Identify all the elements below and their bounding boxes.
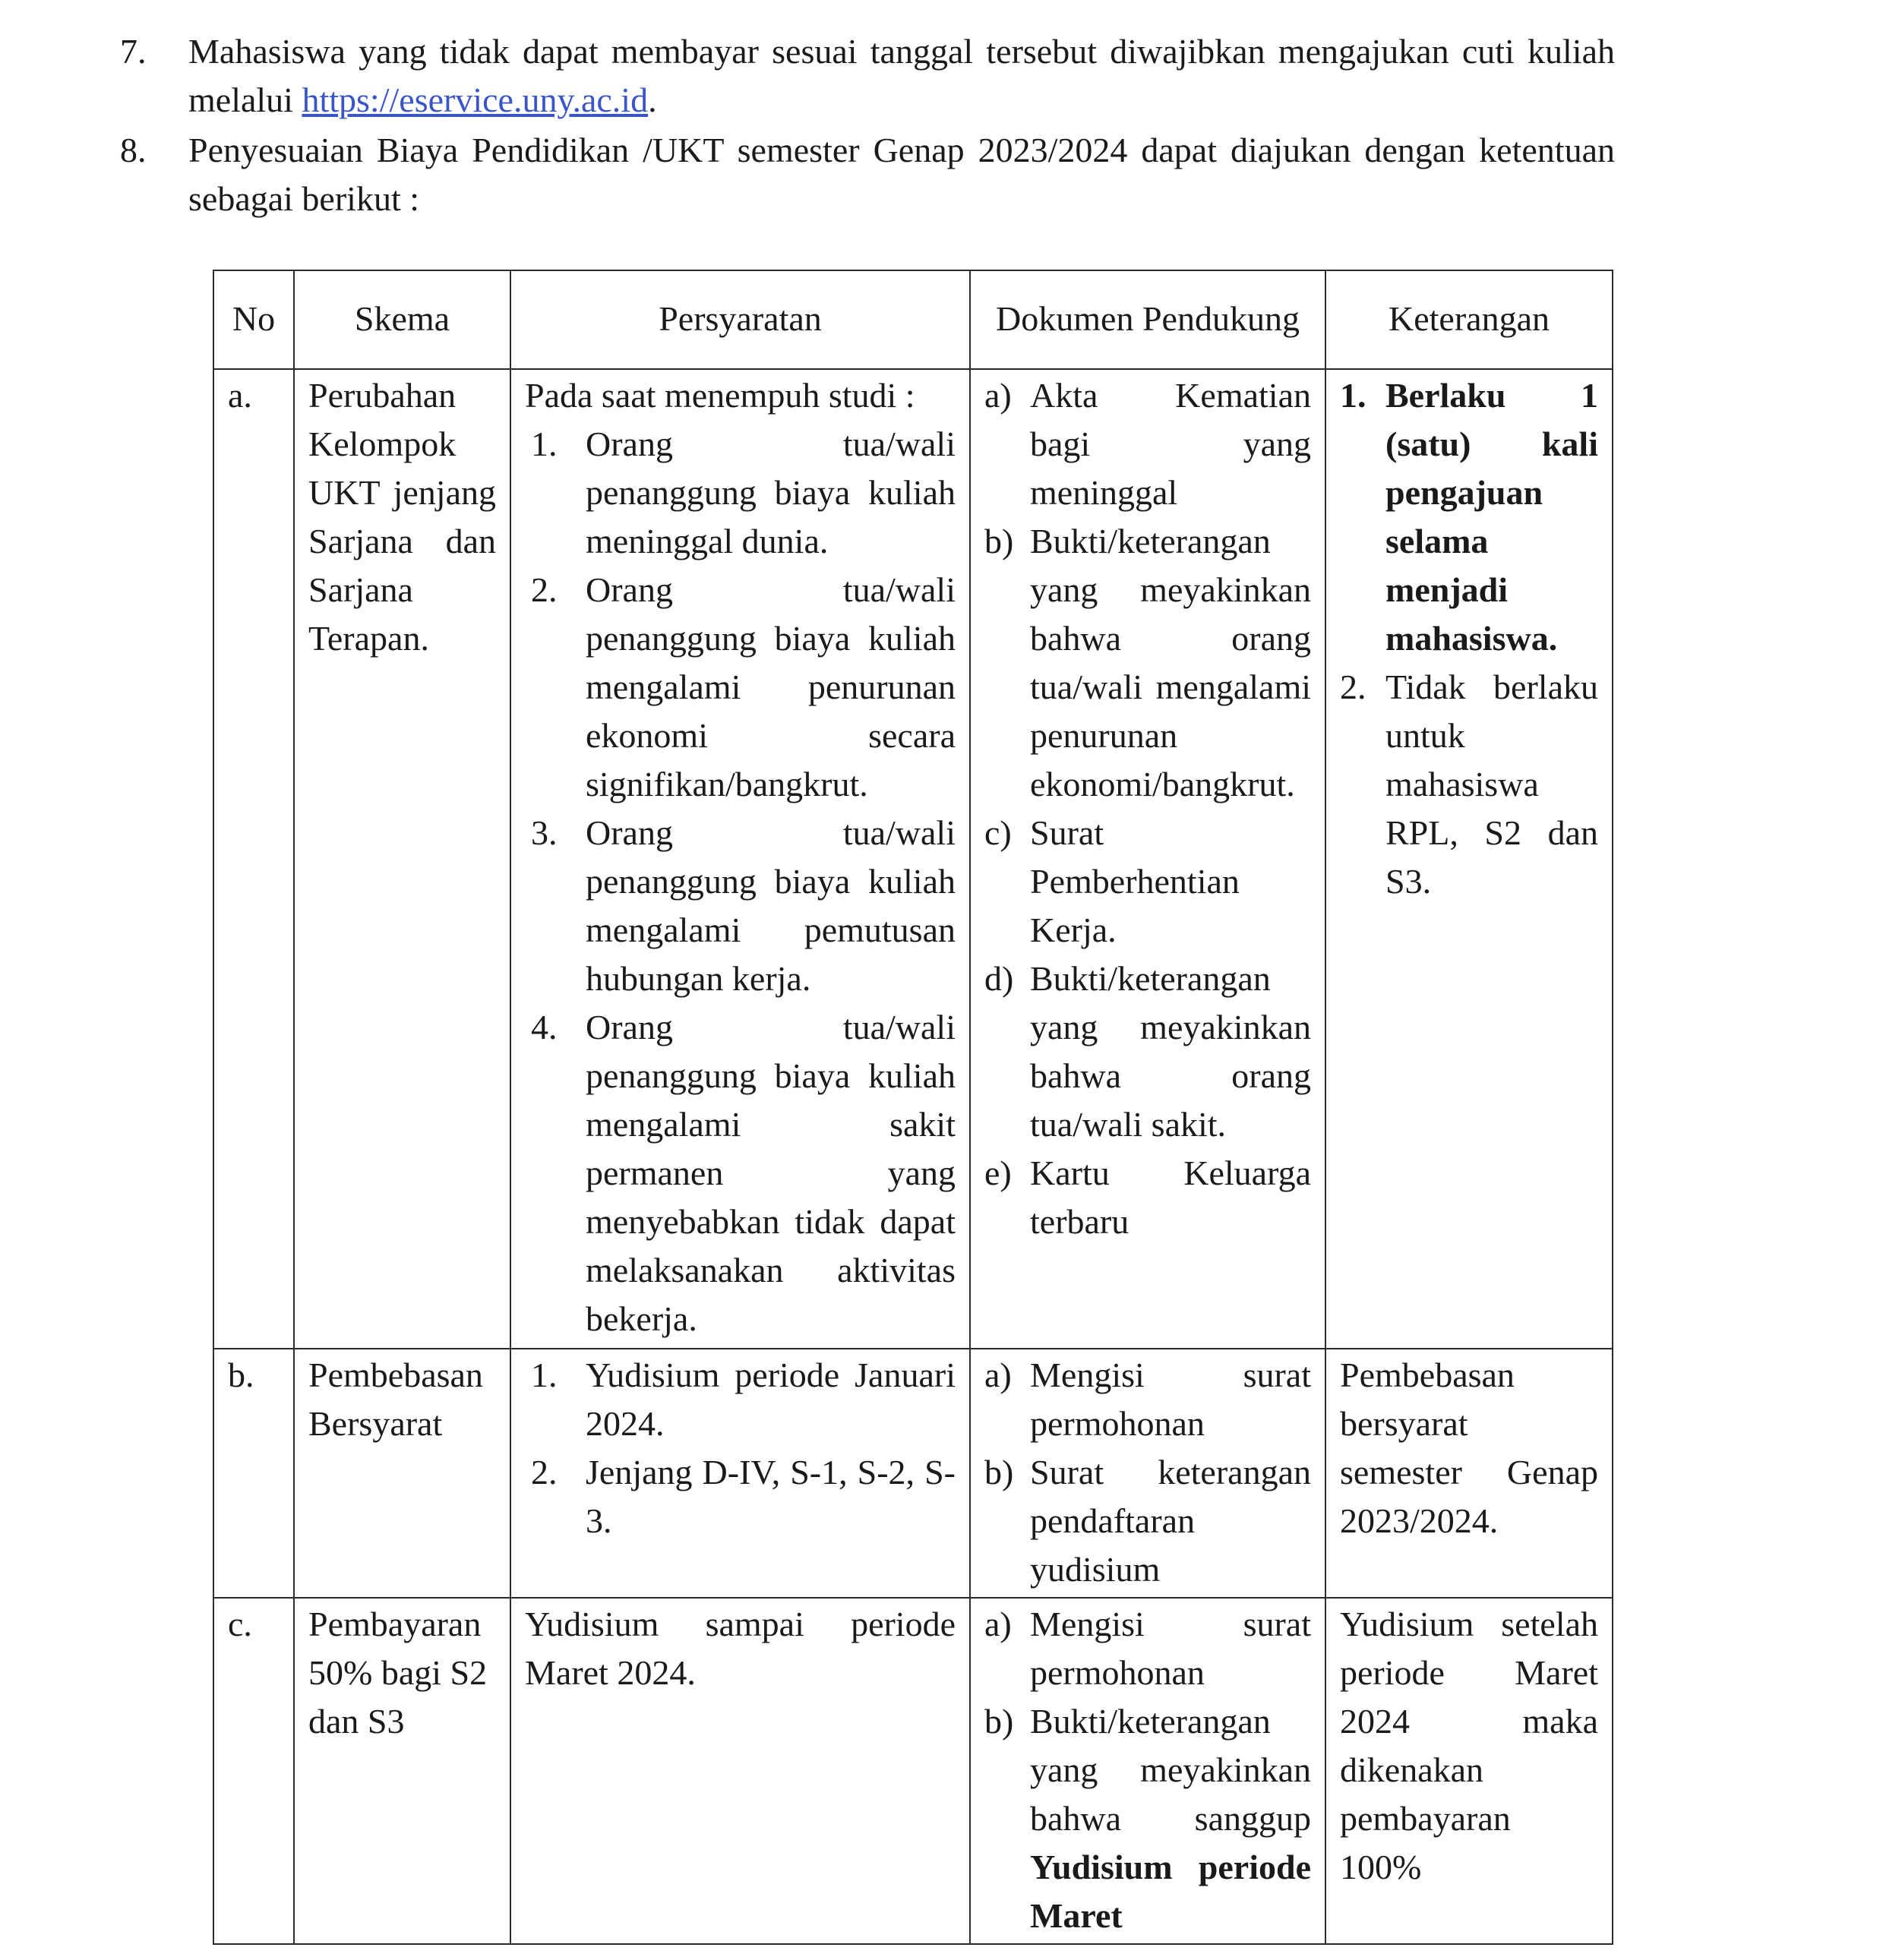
table-row (213, 1598, 1613, 1944)
list-item: b) Surat keterangan pendaftaran yudisium (984, 1453, 1311, 1589)
row-number: c. (213, 1598, 294, 1944)
dokumen-cell (970, 1349, 1325, 1598)
list-item: d) Bukti/keterangan yang meyakinkan bahwa orang tua/wali sakit. (984, 959, 1311, 1144)
row-number: a. (213, 369, 294, 1349)
keterangan-cell: Pembebasan bersyarat semester Genap 2023/2024. (1325, 1349, 1613, 1598)
ukt-adjustment-table (213, 270, 1613, 1945)
list-item-8 (120, 126, 1615, 223)
persyaratan-cell: Pada saat menempuh studi : 1. Orang tua/wali penanggung biaya kuliah meninggal dunia. 2. Orang tua/wali penanggung biaya kuliah mengalami penurunan ekonomi secara signifikan/bangkrut. 3. Orang tua/wali penanggung biaya kuliah mengalami pemutusan hubungan kerja. 4. Orang tua/wali penanggung biaya kuliah mengalami sakit permanen yang menyebabkan tidak dapat melaksanakan aktivitas bekerja. (510, 369, 970, 1349)
list-item: b) Bukti/keterangan yang meyakinkan bahwa sanggup Yudisium periode Maret (984, 1702, 1311, 1935)
item-text: Mahasiswa yang tidak dapat membayar sesuai tanggal tersebut diwajibkan mengajukan cuti kuliah melalui https://eservice.uny.ac.id. (188, 32, 1615, 119)
header-skema: Skema (294, 270, 510, 369)
list-item: 2. Tidak berlaku untuk mahasiswa RPL, S2 dan S3. (1340, 668, 1598, 901)
table-row (213, 369, 1613, 1349)
list-item: c) Surat Pemberhentian Kerja. (984, 813, 1240, 949)
dokumen-cell (970, 1598, 1325, 1944)
dokumen-list (984, 1351, 1311, 1594)
list-item: 1. Orang tua/wali penanggung biaya kuliah meninggal dunia. (531, 425, 956, 560)
keterangan-cell: Yudisium setelah periode Maret 2024 maka dikenakan pembayaran 100% (1325, 1598, 1613, 1944)
row-number: b. (213, 1349, 294, 1598)
skema-cell: Pembayaran 50% bagi S2 dan S3 (294, 1598, 510, 1944)
list-item: 1. Yudisium periode Januari 2024. (531, 1356, 956, 1443)
dokumen-list (984, 1600, 1311, 1940)
list-item: 4. Orang tua/wali penanggung biaya kuliah mengalami sakit permanen yang menyebabkan tidak dapat melaksanakan aktivitas bekerja. (531, 1008, 956, 1338)
list-item: 2. Orang tua/wali penanggung biaya kuliah mengalami penurunan ekonomi secara signifikan/bangkrut. (531, 570, 956, 803)
persyaratan-list (525, 1351, 956, 1545)
persyaratan-cell (510, 1349, 970, 1598)
eservice-link[interactable]: https://eservice.uny.ac.id (302, 80, 649, 119)
list-item-7 (120, 27, 1615, 125)
item-text: Penyesuaian Biaya Pendidikan /UKT semester Genap 2023/2024 dapat diajukan dengan ketentuan sebagai berikut : (188, 131, 1615, 218)
list-item: e) Kartu Keluarga terbaru (984, 1154, 1311, 1241)
skema-cell: Perubahan Kelompok UKT jenjang Sarjana dan Sarjana Terapan. (294, 369, 510, 1349)
skema-cell: Pembebasan Bersyarat (294, 1349, 510, 1598)
list-item: a) Mengisi surat permohonan (984, 1356, 1311, 1443)
dokumen-cell (970, 369, 1325, 1349)
list-item: b) Bukti/keterangan yang meyakinkan bahwa orang tua/wali mengalami penurunan ekonomi/bangkrut. (984, 522, 1311, 803)
list-item: a) Akta Kematian bagi yang meninggal (984, 376, 1311, 512)
item-number: 8. (120, 131, 147, 169)
header-persyaratan: Persyaratan (510, 270, 970, 369)
header-dokumen: Dokumen Pendukung (970, 270, 1325, 369)
table-row (213, 1349, 1613, 1598)
keterangan-cell (1325, 369, 1613, 1349)
list-item: 3. Orang tua/wali penanggung biaya kuliah mengalami pemutusan hubungan kerja. (531, 813, 956, 998)
header-keterangan: Keterangan (1325, 270, 1613, 369)
persyaratan-list (525, 420, 956, 1343)
dokumen-list (984, 371, 1311, 1246)
list-item: 2. Jenjang D-IV, S-1, S-2, S-3. (531, 1453, 956, 1540)
list-item: a) Mengisi surat permohonan (984, 1605, 1311, 1692)
item-number: 7. (120, 32, 147, 71)
list-item: 1. Berlaku 1 (satu) kali pengajuan selama menjadi mahasiswa. (1340, 376, 1598, 658)
table-header-row (213, 270, 1613, 369)
keterangan-list (1340, 371, 1598, 906)
header-no: No (213, 270, 294, 369)
persyaratan-cell: Yudisium sampai periode Maret 2024. (510, 1598, 970, 1944)
